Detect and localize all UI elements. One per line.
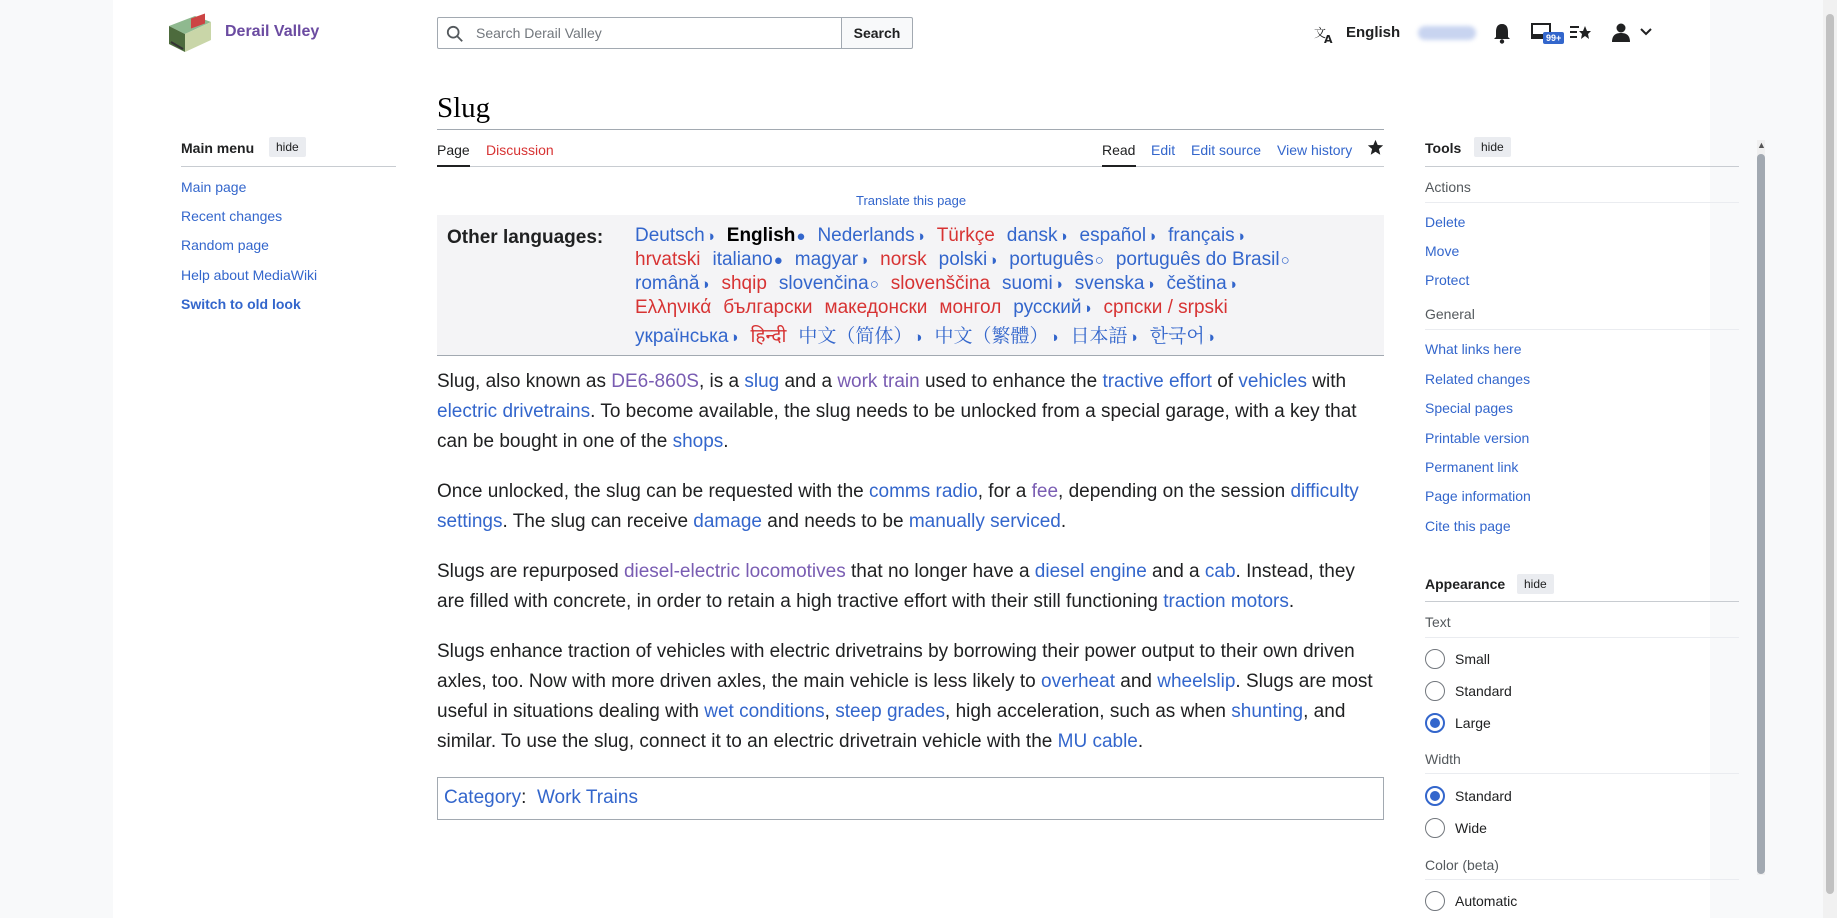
language-link[interactable]: slovenčina○ <box>778 273 879 294</box>
language-link[interactable]: 日本語◑ <box>1070 326 1138 347</box>
tab-edit-source[interactable]: Edit source <box>1191 142 1262 158</box>
translation-status-icon: ● <box>796 228 806 245</box>
paragraph-text: and a <box>1146 561 1205 582</box>
text-size-small-option[interactable] <box>1425 649 1490 669</box>
search-input[interactable] <box>474 22 834 44</box>
main-menu-title: Main menu <box>181 140 255 156</box>
width-divider <box>1425 773 1739 774</box>
tools-actions-heading: Actions <box>1425 179 1471 195</box>
translation-status-icon: ◑ <box>1205 329 1215 346</box>
site-name[interactable]: Derail Valley <box>225 23 320 40</box>
paragraph-text: that no longer have a <box>845 561 1035 582</box>
language-link[interactable]: magyar◑ <box>794 249 869 270</box>
language-link[interactable]: български <box>723 297 813 318</box>
language-link[interactable]: polski◑ <box>938 249 998 270</box>
tab-read-indicator <box>1102 165 1136 167</box>
language-link[interactable]: українська◑ <box>635 326 739 347</box>
translation-status-icon: ◑ <box>859 252 869 269</box>
paragraph-text: used to enhance the <box>919 371 1103 392</box>
inline-link[interactable]: electric drivetrains <box>437 401 591 422</box>
other-languages-box <box>437 215 1384 356</box>
search-box[interactable] <box>437 17 842 49</box>
tool-move[interactable]: Move <box>1425 243 1460 259</box>
text-size-large-option[interactable] <box>1425 713 1491 733</box>
translation-status-icon: ○ <box>1280 252 1290 269</box>
bell-icon[interactable] <box>1492 22 1512 44</box>
language-link[interactable]: shqip <box>721 273 767 294</box>
radio-label: Wide <box>1455 820 1487 836</box>
radio-icon[interactable] <box>1425 713 1445 733</box>
tab-page-indicator <box>437 165 470 167</box>
translation-status-icon: ◑ <box>913 329 923 346</box>
inline-link[interactable]: damage <box>693 511 762 532</box>
category-label-link[interactable]: Category <box>444 787 522 808</box>
sidebar-item-main-page[interactable]: Main page <box>181 179 247 195</box>
paragraph-text: . Slugs are most useful in situations dealing with <box>437 671 1373 722</box>
inline-link[interactable]: steep grades <box>835 701 946 722</box>
sidebar-item-random-page[interactable]: Random page <box>181 237 269 253</box>
radio-icon[interactable] <box>1425 818 1445 838</box>
tool-protect[interactable]: Protect <box>1425 272 1470 288</box>
appearance-title: Appearance <box>1425 576 1506 592</box>
language-link[interactable]: svenska◑ <box>1074 273 1155 294</box>
notifications-badge: 99+ <box>1543 32 1564 44</box>
tools-hide-button[interactable]: hide <box>1474 137 1511 157</box>
page <box>113 0 1766 918</box>
translation-status-icon: ◑ <box>1128 329 1138 346</box>
tab-view-history[interactable]: View history <box>1277 142 1353 158</box>
width-heading: Width <box>1425 751 1461 767</box>
tab-discussion[interactable]: Discussion <box>486 142 554 158</box>
translation-status-icon: ◑ <box>1058 228 1068 245</box>
paragraph-text: and a <box>779 371 838 392</box>
translate-link[interactable]: Translate this page <box>856 193 967 208</box>
user-icon[interactable] <box>1611 22 1631 42</box>
actions-divider <box>1425 202 1739 203</box>
language-link[interactable]: dansk◑ <box>1006 225 1068 246</box>
translation-status-icon: ◑ <box>1227 276 1237 293</box>
paragraph-text: Once unlocked, the slug can be requested with the <box>437 481 869 502</box>
inline-link[interactable]: cab <box>1204 561 1236 582</box>
language-link[interactable]: italiano● <box>712 249 783 270</box>
site-logo[interactable] <box>165 12 215 54</box>
language-link[interactable]: slovenščina <box>890 273 991 294</box>
inline-link[interactable]: slug <box>744 371 780 392</box>
watch-star-icon[interactable] <box>1367 139 1384 156</box>
inline-link[interactable]: work train <box>837 371 920 392</box>
tool-what-links-here[interactable]: What links here <box>1425 341 1522 357</box>
menu-divider <box>181 166 396 167</box>
appearance-divider <box>1425 601 1739 602</box>
paragraph-text: Slugs are repurposed <box>437 561 624 582</box>
language-link[interactable]: norsk <box>880 249 927 270</box>
chevron-down-icon[interactable] <box>1640 27 1652 37</box>
translation-status-icon: ○ <box>1094 252 1104 269</box>
language-link[interactable]: hrvatski <box>635 249 701 270</box>
language-label[interactable]: English <box>1346 24 1401 41</box>
tool-delete[interactable]: Delete <box>1425 214 1466 230</box>
paragraph-text: . The slug can receive <box>502 511 694 532</box>
paragraph-text: . To become available, the slug needs to be unlocked from a special garage, with a key that can be bought in one of the <box>437 401 1357 452</box>
appearance-hide-button[interactable]: hide <box>1517 574 1554 594</box>
language-link[interactable]: română◑ <box>635 273 710 294</box>
radio-label: Standard <box>1455 788 1512 804</box>
scroll-up-arrow-icon[interactable]: ▲ <box>1757 140 1766 150</box>
language-link[interactable]: македонски <box>824 297 928 318</box>
paragraph-text: . <box>1137 731 1144 752</box>
paragraph-text: , and similar. To use the slug, connect it to an electric drivetrain vehicle with the <box>437 701 1346 752</box>
language-link[interactable]: Deutsch◑ <box>635 225 715 246</box>
paragraph-text: . Instead, they are filled with concrete, in order to retain a high tractive effort with their still functioning <box>437 561 1355 612</box>
other-languages-label: Other languages: <box>447 227 604 248</box>
radio-label: Large <box>1455 715 1491 731</box>
tab-page[interactable]: Page <box>437 142 470 158</box>
language-row <box>635 273 1249 295</box>
translation-status-icon: ◑ <box>700 276 710 293</box>
translation-status-icon: ○ <box>869 276 879 293</box>
inline-link[interactable]: DE6-860S <box>611 371 699 392</box>
sidebar-item-switch-old-look[interactable]: Switch to old look <box>181 296 301 312</box>
language-link[interactable]: Ελληνικά <box>635 297 712 318</box>
username-blurred[interactable] <box>1418 26 1476 40</box>
window-scrollbar-thumb[interactable] <box>1826 14 1834 894</box>
language-link[interactable]: 中文（简体）◑ <box>798 326 923 347</box>
language-link[interactable]: монгол <box>939 297 1002 318</box>
inline-link[interactable]: wheelslip <box>1157 671 1236 692</box>
paragraph-text: , for a <box>977 481 1032 502</box>
svg-text:A: A <box>1324 33 1333 44</box>
translation-status-icon: ◑ <box>915 228 925 245</box>
language-link[interactable]: čeština◑ <box>1166 273 1237 294</box>
watchlist-icon[interactable] <box>1569 23 1591 43</box>
category-work-trains-link[interactable]: Work Trains <box>536 787 638 808</box>
translation-status-icon: ◑ <box>1235 228 1245 245</box>
paragraph-text: , high acceleration, such as when <box>945 701 1232 722</box>
inline-link[interactable]: manually serviced <box>908 511 1061 532</box>
tool-page-information[interactable]: Page information <box>1425 488 1531 504</box>
inline-link[interactable]: tractive effort <box>1102 371 1212 392</box>
radio-icon[interactable] <box>1425 786 1445 806</box>
text-size-standard-option[interactable] <box>1425 681 1512 701</box>
language-link[interactable]: Nederlands◑ <box>817 225 925 246</box>
language-icon[interactable] <box>1314 24 1336 44</box>
paragraph-text: and needs to be <box>761 511 909 532</box>
paragraph-intro <box>437 367 1384 457</box>
translation-status-icon: ◑ <box>1082 300 1092 317</box>
language-link[interactable]: 한국어◑ <box>1149 326 1215 347</box>
paragraph-text: Slug, also known as <box>437 371 612 392</box>
tools-divider <box>1425 166 1739 167</box>
title-divider <box>437 129 1384 130</box>
tab-read[interactable]: Read <box>1102 142 1136 158</box>
inline-link[interactable]: diesel engine <box>1034 561 1147 582</box>
language-link[interactable]: suomi◑ <box>1002 273 1063 294</box>
radio-icon[interactable] <box>1425 681 1445 701</box>
language-link[interactable]: English● <box>726 225 806 246</box>
radio-label: Small <box>1455 651 1491 667</box>
search-button[interactable]: Search <box>841 17 913 49</box>
language-link[interactable]: português do Brasil○ <box>1115 249 1290 270</box>
language-row <box>635 297 1240 319</box>
paragraph-unlock <box>437 477 1384 537</box>
inline-link[interactable]: wet conditions <box>704 701 825 722</box>
tool-special-pages[interactable]: Special pages <box>1425 400 1513 416</box>
search-icon <box>446 25 464 43</box>
paragraph-text: with <box>1306 371 1347 392</box>
text-size-heading: Text <box>1425 614 1451 630</box>
radio-label: Automatic <box>1455 893 1518 909</box>
inline-link[interactable]: fee <box>1031 481 1059 502</box>
tab-edit[interactable]: Edit <box>1151 142 1176 158</box>
language-row <box>635 225 1257 247</box>
width-standard-option[interactable] <box>1425 786 1512 806</box>
inline-link[interactable]: traction motors <box>1163 591 1289 612</box>
tool-printable-version[interactable]: Printable version <box>1425 430 1530 446</box>
inline-link[interactable]: diesel-electric locomotives <box>623 561 846 582</box>
text-divider <box>1425 637 1739 638</box>
window-scrollbar[interactable] <box>1823 0 1837 918</box>
page-title: Slug <box>437 92 491 124</box>
translation-status-icon: ◑ <box>729 329 739 346</box>
language-link[interactable]: português○ <box>1009 249 1104 270</box>
tools-general-heading: General <box>1425 306 1475 322</box>
tools-title: Tools <box>1425 140 1462 156</box>
translation-status-icon: ◑ <box>1049 329 1059 346</box>
paragraph-traction <box>437 637 1384 757</box>
language-link[interactable]: Türkçe <box>936 225 995 246</box>
general-divider <box>1425 329 1739 330</box>
paragraph-text: . <box>1060 511 1067 532</box>
language-link[interactable]: русский◑ <box>1013 297 1092 318</box>
tabs-divider <box>437 166 1384 167</box>
category-box: Category: Work Trains <box>437 777 1384 820</box>
paragraph-text: , is a <box>698 371 745 392</box>
paragraph-repurposed <box>437 557 1384 617</box>
color-automatic-option[interactable] <box>1425 891 1517 911</box>
inline-link[interactable]: MU cable <box>1057 731 1138 752</box>
paragraph-text: , <box>824 701 836 722</box>
tool-cite-this-page[interactable]: Cite this page <box>1425 518 1511 534</box>
language-link[interactable]: français◑ <box>1168 225 1245 246</box>
translation-status-icon: ● <box>773 252 783 269</box>
tools-scrollbar-thumb[interactable] <box>1757 154 1765 874</box>
inline-link[interactable]: overheat <box>1041 671 1115 692</box>
language-row <box>635 321 1227 348</box>
radio-label: Standard <box>1455 683 1512 699</box>
main-menu-hide-button[interactable]: hide <box>269 137 306 157</box>
tool-related-changes[interactable]: Related changes <box>1425 371 1531 387</box>
translation-status-icon: ◑ <box>1053 276 1063 293</box>
paragraph-text: , depending on the session <box>1058 481 1291 502</box>
translation-status-icon: ◑ <box>988 252 998 269</box>
sidebar-item-help[interactable]: Help about MediaWiki <box>181 267 318 283</box>
width-wide-option[interactable] <box>1425 818 1487 838</box>
sidebar-item-recent-changes[interactable]: Recent changes <box>181 208 283 224</box>
translation-status-icon: ◑ <box>1147 228 1157 245</box>
paragraph-text: of <box>1211 371 1239 392</box>
tool-permanent-link[interactable]: Permanent link <box>1425 459 1519 475</box>
language-link[interactable]: српски / srpski <box>1103 297 1228 318</box>
translation-status-icon: ◑ <box>705 228 715 245</box>
inline-link[interactable]: comms radio <box>869 481 978 502</box>
language-link[interactable]: हिन्दी <box>750 326 787 347</box>
paragraph-text: Slugs enhance traction of vehicles with electric drivetrains by borrowing their power output to their own driven axles, too. Now with more driven axles, the main vehicle is less likely to <box>437 641 1355 692</box>
color-heading: Color (beta) <box>1425 857 1499 873</box>
svg-text:文: 文 <box>1314 26 1327 40</box>
paragraph-text: . <box>1288 591 1295 612</box>
translation-status-icon: ◑ <box>1145 276 1155 293</box>
language-link[interactable]: 中文（繁體）◑ <box>934 326 1059 347</box>
inline-link[interactable]: shunting <box>1231 701 1304 722</box>
language-row <box>635 249 1302 271</box>
inline-link[interactable]: difficulty settings <box>437 481 1359 532</box>
inline-link[interactable]: shops <box>672 431 724 452</box>
radio-icon[interactable] <box>1425 891 1445 911</box>
language-link[interactable]: español◑ <box>1079 225 1157 246</box>
paragraph-text: and <box>1114 671 1158 692</box>
color-divider <box>1425 879 1739 880</box>
radio-icon[interactable] <box>1425 649 1445 669</box>
inline-link[interactable]: vehicles <box>1238 371 1307 392</box>
paragraph-text: . <box>723 431 729 452</box>
